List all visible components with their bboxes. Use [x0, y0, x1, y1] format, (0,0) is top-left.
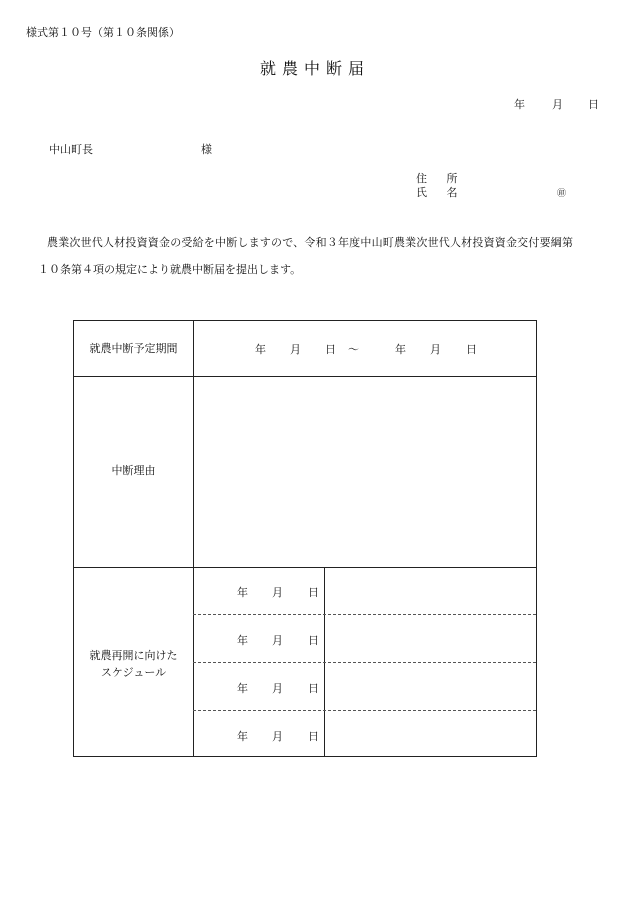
schedule-month: 月	[272, 682, 283, 695]
address-label: 住 所	[416, 172, 466, 185]
schedule-day: 日	[308, 634, 319, 647]
recipient-name: 中山町長	[49, 143, 93, 156]
schedule-month: 月	[272, 730, 283, 743]
schedule-day: 日	[308, 682, 319, 695]
reason-label: 中断理由	[111, 464, 156, 477]
row-divider	[74, 376, 536, 377]
period-end-day: 日	[466, 343, 477, 356]
date-day-label: 日	[588, 98, 599, 111]
schedule-divider	[193, 614, 536, 615]
period-label: 就農中断予定期間	[89, 342, 178, 355]
period-end-month: 月	[430, 343, 441, 356]
body-text-line-1: 農業次世代人材投資資金の受給を中断しますので、令和３年度中山町農業次世代人材投資資金交付要綱第	[47, 236, 574, 249]
date-year-label: 年	[514, 98, 525, 111]
seal-mark: ㊞	[557, 189, 567, 199]
period-start-year: 年	[255, 343, 266, 356]
date-month-label: 月	[552, 98, 563, 111]
schedule-year: 年	[237, 586, 248, 599]
period-start-month: 月	[290, 343, 301, 356]
schedule-year: 年	[237, 682, 248, 695]
row-divider	[74, 567, 536, 568]
period-separator: ～	[348, 343, 359, 356]
column-divider	[193, 321, 194, 756]
schedule-divider	[193, 662, 536, 663]
schedule-day: 日	[308, 730, 319, 743]
schedule-divider	[193, 710, 536, 711]
period-start-day: 日	[325, 343, 336, 356]
schedule-month: 月	[272, 634, 283, 647]
schedule-month: 月	[272, 586, 283, 599]
schedule-day: 日	[308, 586, 319, 599]
schedule-year: 年	[237, 730, 248, 743]
period-end-year: 年	[395, 343, 406, 356]
schedule-label-line-2: スケジュール	[100, 666, 167, 679]
page-title: 就農中断届	[259, 59, 370, 78]
recipient-suffix: 様	[201, 143, 212, 156]
body-text-line-2: １０条第４項の規定により就農中断届を提出します。	[38, 263, 302, 276]
schedule-year: 年	[237, 634, 248, 647]
schedule-label-line-1: 就農再開に向けた	[89, 649, 178, 662]
name-label: 氏 名	[416, 186, 466, 199]
form-table	[73, 320, 537, 757]
reason-field[interactable]	[195, 378, 535, 565]
form-number: 様式第１０号（第１０条関係）	[26, 26, 180, 39]
schedule-label	[74, 647, 193, 681]
